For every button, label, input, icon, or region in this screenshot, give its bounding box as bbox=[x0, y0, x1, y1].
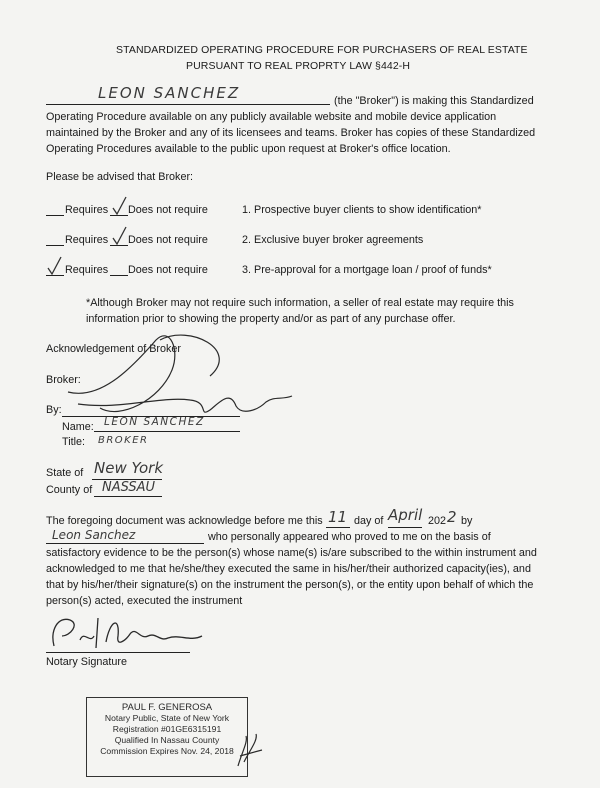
year-prefix: 202 bbox=[428, 515, 447, 527]
day-value: 11 bbox=[328, 508, 348, 526]
footnote-line-1: *Although Broker may not require such information, a seller of real estate may require this bbox=[86, 297, 514, 309]
does-not-require-label: Does not require bbox=[128, 264, 208, 276]
advised-text: Please be advised that Broker: bbox=[46, 171, 194, 183]
name-line[interactable] bbox=[94, 431, 240, 432]
stamp-line-4: Qualified In Nassau County bbox=[114, 735, 220, 745]
notary-sentence-2: who personally appeared who proved to me on the basis of bbox=[208, 531, 491, 543]
requirement-item: 2. Exclusive buyer broker agreements bbox=[242, 234, 424, 246]
year-suffix: 2 bbox=[447, 508, 457, 526]
notary-sentence-1b: day of bbox=[354, 515, 384, 527]
notary-sentence-6: person(s) acted, executed the instrument bbox=[46, 595, 243, 607]
requirement-item: 3. Pre-approval for a mortgage loan / proof of funds* bbox=[242, 264, 492, 276]
notary-sentence-3: satisfactory evidence to be the person(s) whose name(s) is/are subscribed to the within instrument and bbox=[46, 547, 537, 559]
requirement-item: 1. Prospective buyer clients to show identification* bbox=[242, 204, 482, 216]
name-value: LEON SANCHEZ bbox=[104, 416, 205, 428]
title-label: Title: bbox=[62, 436, 85, 448]
acknowledgement-heading: Acknowledgement of Broker bbox=[46, 343, 182, 355]
intro-line-2: Operating Procedure available on any publicly available website and mobile device application bbox=[46, 111, 497, 123]
intro-line-4: Operating Procedures available to the public upon request at Broker's office location. bbox=[46, 143, 451, 155]
header-line-1: STANDARDIZED OPERATING PROCEDURE FOR PURCHASERS OF REAL ESTATE bbox=[116, 44, 528, 56]
does-not-require-label: Does not require bbox=[128, 234, 208, 246]
stamp-line-1: PAUL F. GENEROSA bbox=[121, 702, 213, 713]
county-label: County of bbox=[46, 484, 93, 496]
requires-blank[interactable] bbox=[46, 215, 64, 216]
requires-label: Requires bbox=[65, 264, 109, 276]
intro-line-1: (the "Broker") is making this Standardized bbox=[334, 95, 534, 107]
notary-signature-line[interactable] bbox=[46, 652, 190, 653]
broker-name-line bbox=[46, 104, 330, 105]
checkmark-icon bbox=[112, 226, 128, 246]
stamp-line-5: Commission Expires Nov. 24, 2018 bbox=[100, 746, 234, 756]
notary-sentence-5: that by his/her/their signature(s) on the instrument the person(s), or the entity upon behalf of which the bbox=[46, 579, 534, 591]
month-value: April bbox=[388, 506, 423, 524]
requires-label: Requires bbox=[65, 204, 109, 216]
footnote-line-2: information prior to showing the property and/or as part of any purchase offer. bbox=[86, 313, 456, 325]
broker-name-handwritten: LEON SANCHEZ bbox=[98, 84, 241, 102]
stamp-initials-drawing bbox=[234, 732, 274, 772]
requires-label: Requires bbox=[65, 234, 109, 246]
title-value: BROKER bbox=[98, 435, 149, 446]
state-label: State of bbox=[46, 467, 84, 479]
month-line[interactable] bbox=[388, 527, 422, 528]
intro-line-3: maintained by the Broker and any of its licensees and teams. Broker has copies of these Standardized bbox=[46, 127, 536, 139]
notary-signature-drawing bbox=[40, 610, 240, 655]
broker-label: Broker: bbox=[46, 374, 81, 386]
does-not-require-label: Does not require bbox=[128, 204, 208, 216]
notary-stamp bbox=[86, 697, 248, 777]
by-label: By: bbox=[46, 404, 62, 416]
stamp-line-2: Notary Public, State of New York bbox=[104, 713, 230, 723]
person-line[interactable] bbox=[46, 543, 204, 544]
notary-sentence-1a: The foregoing document was acknowledge before me this bbox=[46, 515, 323, 527]
person-handwritten: Leon Sanchez bbox=[52, 528, 136, 542]
notary-sentence-1c: by bbox=[461, 515, 473, 527]
does-not-require-blank[interactable] bbox=[110, 275, 128, 276]
county-line[interactable] bbox=[94, 496, 162, 497]
header-line-2: PURSUANT TO REAL PROPRTY LAW §442-H bbox=[186, 60, 411, 72]
notary-signature-label: Notary Signature bbox=[46, 656, 128, 668]
checkmark-icon bbox=[47, 256, 63, 276]
checkmark-icon bbox=[112, 196, 128, 216]
notary-sentence-4: acknowledged to me that he/she/they executed the same in his/her/their authorized capacity(ies), and bbox=[46, 563, 531, 575]
stamp-line-3: Registration #01GE6315191 bbox=[112, 724, 222, 734]
county-value: NASSAU bbox=[102, 480, 156, 495]
name-label: Name: bbox=[62, 421, 94, 433]
day-line[interactable] bbox=[326, 527, 350, 528]
state-value: New York bbox=[94, 459, 164, 477]
requires-blank[interactable] bbox=[46, 245, 64, 246]
